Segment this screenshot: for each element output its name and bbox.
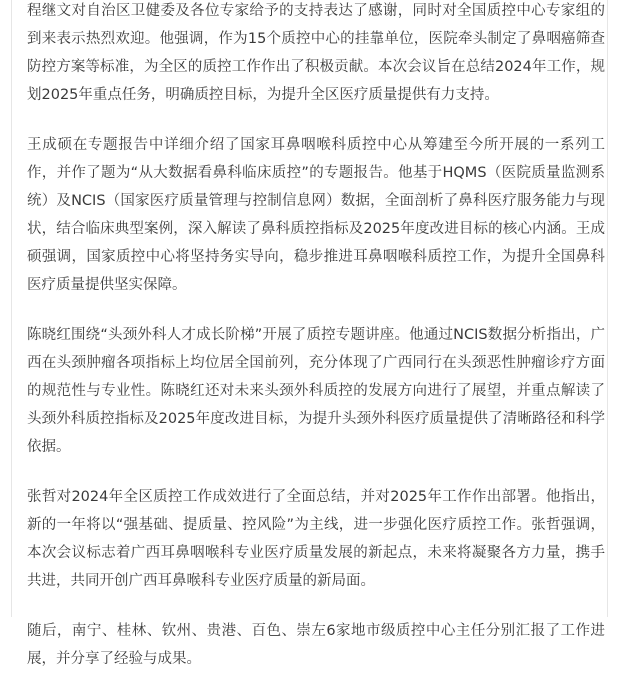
article-paragraph: 随后，南宁、桂林、钦州、贵港、百色、崇左6家地市级质控中心主任分别汇报了工作进展，并分享了经验与成果。 xyxy=(27,623,605,667)
article-paragraph: 王成硕在专题报告中详细介绍了国家耳鼻咽喉科质控中心从筹建至今所开展的一系列工作，并作了题为“从大数据看鼻科临床质控”的专题报告。他基于HQMS（医院质量监测系统）及NCIS（国家医疗质量管理与控制信息网）数据，全面剖析了鼻科医疗服务能力与现状，结合临床典型案例，深入解读了鼻科质控指标及2025年度改进目标的核心内涵。王成硕强调，国家质控中心将坚持务实导向，稳步推进耳鼻咽喉科质控工作，为提升全国鼻科医疗质量提供坚实保障。 xyxy=(27,137,605,293)
article-paragraph: 陈晓红围绕“头颈外科人才成长阶梯”开展了质控专题讲座。他通过NCIS数据分析指出，广西在头颈肿瘤各项指标上均位居全国前列，充分体现了广西同行在头颈恶性肿瘤诊疗方面的规范性与专业性。陈晓红还对未来头颈外科质控的发展方向进行了展望，并重点解读了头颈外科质控指标及2025年度改进目标，为提升头颈外科医疗质量提供了清晰路径和科学依据。 xyxy=(27,327,605,455)
article-body xyxy=(27,0,605,695)
article-paragraph: 张哲对2024年全区质控工作成效进行了全面总结，并对2025年工作作出部署。他指出，新的一年将以“强基础、提质量、控风险”为主线，进一步强化医疗质控工作。张哲强调，本次会议标志着广西耳鼻咽喉科专业医疗质量发展的新起点，未来将凝聚各方力量，携手共进，共同开创广西耳鼻喉科专业医疗质量的新局面。 xyxy=(27,489,605,589)
article-paragraph: 程继文对自治区卫健委及各位专家给予的支持表达了感谢，同时对全国质控中心专家组的到来表示热烈欢迎。他强调，作为15个质控中心的挂靠单位，医院牵头制定了鼻咽癌筛查防控方案等标准，为全区的质控工作作出了积极贡献。本次会议旨在总结2024年工作，规划2025年重点任务，明确质控目标，为提升全区医疗质量提供有力支持。 xyxy=(27,3,605,103)
